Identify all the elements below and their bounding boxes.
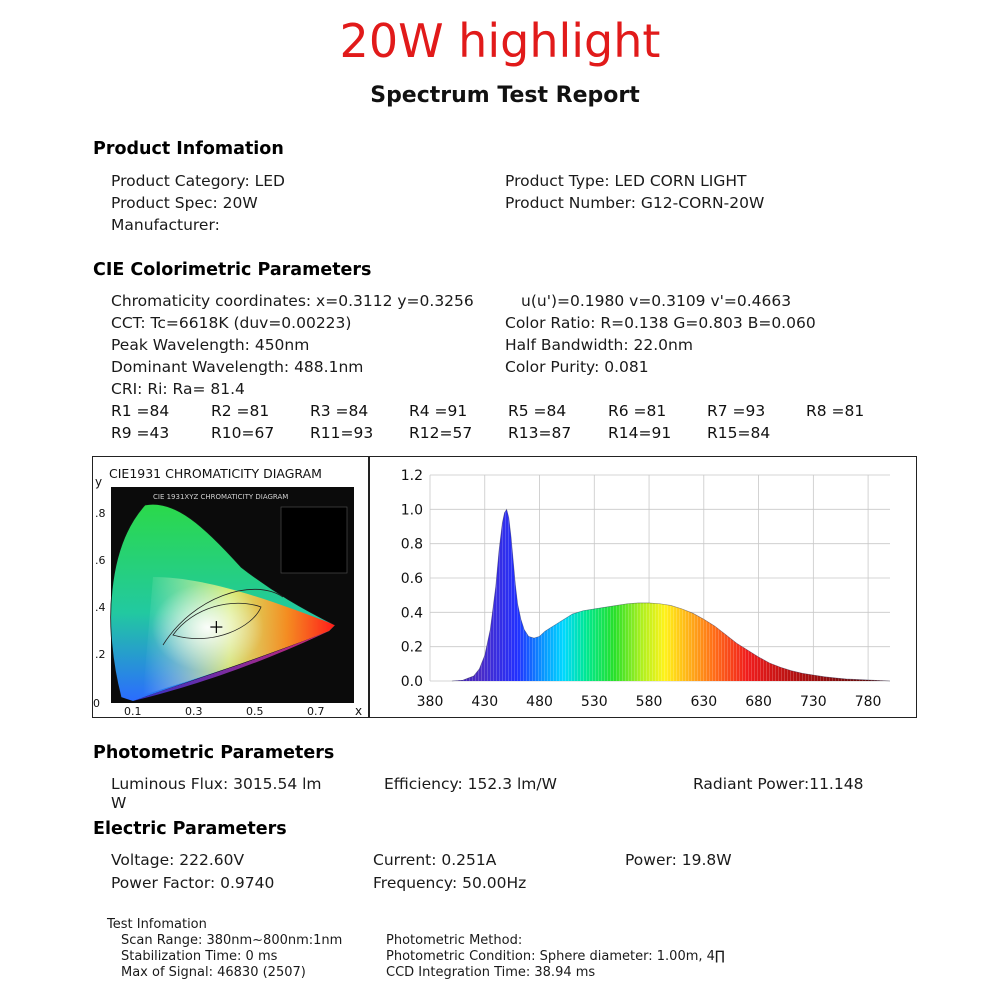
cri-cell: R1 =84 xyxy=(111,402,170,420)
diagram-x-tick: 0.1 xyxy=(124,705,142,717)
spectrum-stripes xyxy=(452,509,890,681)
y-tick-label: 0.2 xyxy=(400,639,423,656)
diagram-y-tick: .8 xyxy=(95,507,106,520)
power-factor: Power Factor: 0.9740 xyxy=(111,874,275,892)
cri-cell: R15=84 xyxy=(707,424,771,442)
scan-range: Scan Range: 380nm~800nm:1nm xyxy=(121,933,343,948)
cie-chromaticity-diagram xyxy=(93,457,368,717)
cri-cell: R12=57 xyxy=(409,424,473,442)
y-tick-label: 1.2 xyxy=(400,468,423,484)
uv-coordinates: u(u')=0.1980 v=0.3109 v'=0.4663 xyxy=(521,292,792,310)
y-tick-label: 1.0 xyxy=(400,502,423,519)
frequency: Frequency: 50.00Hz xyxy=(373,874,527,892)
diagram-y-tick: .2 xyxy=(95,648,106,661)
diagram-x-tick: 0.3 xyxy=(185,705,203,717)
x-tick-label: 630 xyxy=(690,694,718,710)
luminous-flux-wrap: W xyxy=(111,794,127,812)
x-tick-label: 580 xyxy=(635,694,663,710)
cri-cell: R9 =43 xyxy=(111,424,170,442)
cri-cell: R8 =81 xyxy=(806,402,865,420)
x-tick-label: 380 xyxy=(416,694,444,710)
spectrum-y-axis xyxy=(401,468,423,690)
x-tick-label: 480 xyxy=(526,694,553,710)
product-number: Product Number: G12-CORN-20W xyxy=(505,194,765,212)
product-type: Product Type: LED CORN LIGHT xyxy=(505,172,747,190)
radiant-power: Radiant Power:11.148 xyxy=(693,775,864,793)
power: Power: 19.8W xyxy=(625,851,732,869)
x-tick-label: 530 xyxy=(580,694,608,710)
diagram-y-tick: .4 xyxy=(95,601,106,614)
cri-cell: R4 =91 xyxy=(409,402,468,420)
photometric-heading: Photometric Parameters xyxy=(93,743,335,763)
diagram-x-label: x xyxy=(355,704,363,717)
stabilization-time: Stabilization Time: 0 ms xyxy=(121,949,278,964)
cri-value: CRI: Ri: Ra= 81.4 xyxy=(111,380,245,398)
ccd-integration-time: CCD Integration Time: 38.94 ms xyxy=(386,965,596,980)
dominant-wavelength: Dominant Wavelength: 488.1nm xyxy=(111,358,364,376)
cri-row xyxy=(111,424,991,446)
diagram-x-tick: 0 xyxy=(93,697,100,710)
diagram-y-label: y xyxy=(95,475,103,489)
diagram-y-tick: .6 xyxy=(95,554,106,567)
cie-heading: CIE Colorimetric Parameters xyxy=(93,260,372,280)
y-tick-label: 0.0 xyxy=(400,674,423,690)
test-info-heading: Test Infomation xyxy=(107,917,207,932)
photometric-method: Photometric Method: xyxy=(386,933,523,948)
x-tick-label: 730 xyxy=(799,694,827,710)
photometric-condition: Photometric Condition: Sphere diameter: 1.00m, 4∏ xyxy=(386,949,725,964)
y-tick-label: 0.4 xyxy=(400,605,423,622)
efficiency: Efficiency: 152.3 lm/W xyxy=(384,775,557,793)
diagram-legend-box xyxy=(281,507,347,573)
product-category: Product Category: LED xyxy=(111,172,285,190)
x-tick-label: 780 xyxy=(854,694,882,710)
product-spec: Product Spec: 20W xyxy=(111,194,258,212)
diagram-title: CIE1931 CHROMATICITY DIAGRAM xyxy=(109,466,322,481)
cri-cell: R13=87 xyxy=(508,424,572,442)
current: Current: 0.251A xyxy=(373,851,497,869)
cri-cell: R6 =81 xyxy=(608,402,667,420)
luminous-flux: Luminous Flux: 3015.54 lm xyxy=(111,775,322,793)
color-rendering-table xyxy=(111,402,991,446)
cri-cell: R10=67 xyxy=(211,424,275,442)
product-info-heading: Product Infomation xyxy=(93,139,284,159)
cri-cell: R2 =81 xyxy=(211,402,270,420)
white-point-glow xyxy=(135,567,275,677)
cri-cell: R11=93 xyxy=(310,424,374,442)
spectrum-x-axis xyxy=(417,694,882,710)
diagram-x-tick: 0.7 xyxy=(307,705,325,717)
x-tick-label: 680 xyxy=(745,694,772,710)
banner-title: 20W highlight xyxy=(339,14,661,68)
cri-row xyxy=(111,402,991,424)
cri-cell: R7 =93 xyxy=(707,402,766,420)
color-ratio: Color Ratio: R=0.138 G=0.803 B=0.060 xyxy=(505,314,816,332)
electric-heading: Electric Parameters xyxy=(93,819,287,839)
diagram-x-tick: 0.5 xyxy=(246,705,264,717)
diagram-inner-title: CIE 1931XYZ CHROMATICITY DIAGRAM xyxy=(153,493,289,501)
cct-value: CCT: Tc=6618K (duv=0.00223) xyxy=(111,314,352,332)
cri-cell: R14=91 xyxy=(608,424,672,442)
cri-cell: R3 =84 xyxy=(310,402,369,420)
y-tick-label: 0.6 xyxy=(400,571,423,587)
color-purity: Color Purity: 0.081 xyxy=(505,358,649,376)
peak-wavelength: Peak Wavelength: 450nm xyxy=(111,336,310,354)
max-signal: Max of Signal: 46830 (2507) xyxy=(121,965,306,980)
y-tick-label: 0.8 xyxy=(400,536,423,553)
chromaticity-coordinates: Chromaticity coordinates: x=0.3112 y=0.3256 xyxy=(111,292,474,310)
cri-cell: R5 =84 xyxy=(508,402,567,420)
x-tick-label: 430 xyxy=(471,694,499,710)
voltage: Voltage: 222.60V xyxy=(111,851,245,869)
manufacturer: Manufacturer: xyxy=(111,216,220,234)
half-bandwidth: Half Bandwidth: 22.0nm xyxy=(505,336,693,354)
spectrum-chart xyxy=(370,457,916,717)
report-title: Spectrum Test Report xyxy=(370,83,640,108)
